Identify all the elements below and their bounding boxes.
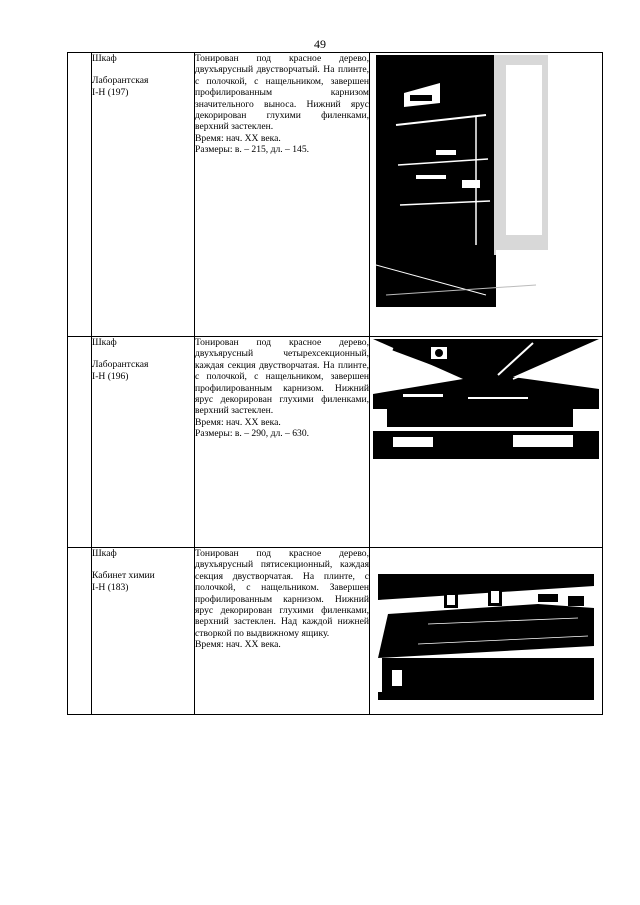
item-time: Время: нач. XX века. bbox=[195, 132, 281, 144]
item-description-cell bbox=[195, 337, 370, 548]
item-description: Тонирован под красное дерево, двухъярусный пятисекционный, каждая секция двустворчатая. На плинте, с полочкой, с нащельником. Завершен профилированным карнизом. Нижний ярус декорирован глухими филенками, верхний застеклен. Над каждой нижней створкой по выдвижному ящику. bbox=[195, 548, 369, 639]
item-code: I-Н (197) bbox=[92, 86, 129, 98]
row-number-cell bbox=[68, 53, 92, 337]
cabinet-photo bbox=[376, 55, 548, 307]
item-description-cell bbox=[195, 53, 370, 337]
table-row bbox=[68, 548, 603, 715]
item-location: Лаборантская bbox=[92, 359, 149, 371]
item-photo-cell bbox=[370, 53, 603, 337]
item-name-cell bbox=[92, 548, 195, 715]
item-title: Шкаф bbox=[92, 548, 117, 559]
item-location: Кабинет химии bbox=[92, 570, 155, 582]
chemistry-classroom-photo bbox=[378, 574, 594, 700]
item-size: Размеры: в. – 215, дл. – 145. bbox=[195, 144, 310, 156]
item-title: Шкаф bbox=[92, 53, 117, 64]
inventory-table bbox=[67, 52, 603, 715]
item-location: Лаборантская bbox=[92, 75, 149, 87]
item-description: Тонирован под красное дерево, двухъярусный двустворчатый. На плинте, с полочкой, с нащельником, завершен профилированным карнизом значительного выноса. Нижний ярус декорирован глухими филенками, верхний застеклен. bbox=[195, 53, 369, 133]
item-title: Шкаф bbox=[92, 337, 117, 348]
item-name-cell bbox=[92, 337, 195, 548]
item-code: I-Н (183) bbox=[92, 581, 129, 593]
row-number-cell bbox=[68, 337, 92, 548]
item-photo-cell bbox=[370, 337, 603, 548]
table-row bbox=[68, 53, 603, 337]
item-photo-cell bbox=[370, 548, 603, 715]
page-number: 49 bbox=[314, 37, 326, 51]
item-size: Размеры: в. – 290, дл. – 630. bbox=[195, 428, 310, 440]
item-time: Время: нач. XX века. bbox=[195, 639, 281, 651]
item-name-cell bbox=[92, 53, 195, 337]
table-row bbox=[68, 337, 603, 548]
item-time: Время: нач. XX века. bbox=[195, 416, 281, 428]
item-description-cell bbox=[195, 548, 370, 715]
row-number-cell bbox=[68, 548, 92, 715]
item-description: Тонирован под красное дерево, двухъярусный четырехсекционный, каждая секция двустворчатая. На плинте, с полочкой, с нащельником, завершен профилированным карнизом. Нижний ярус декорирован глухими филенками, верхний застеклен. bbox=[195, 337, 369, 417]
item-code: I-Н (196) bbox=[92, 370, 129, 382]
laboratory-room-photo bbox=[373, 339, 599, 459]
